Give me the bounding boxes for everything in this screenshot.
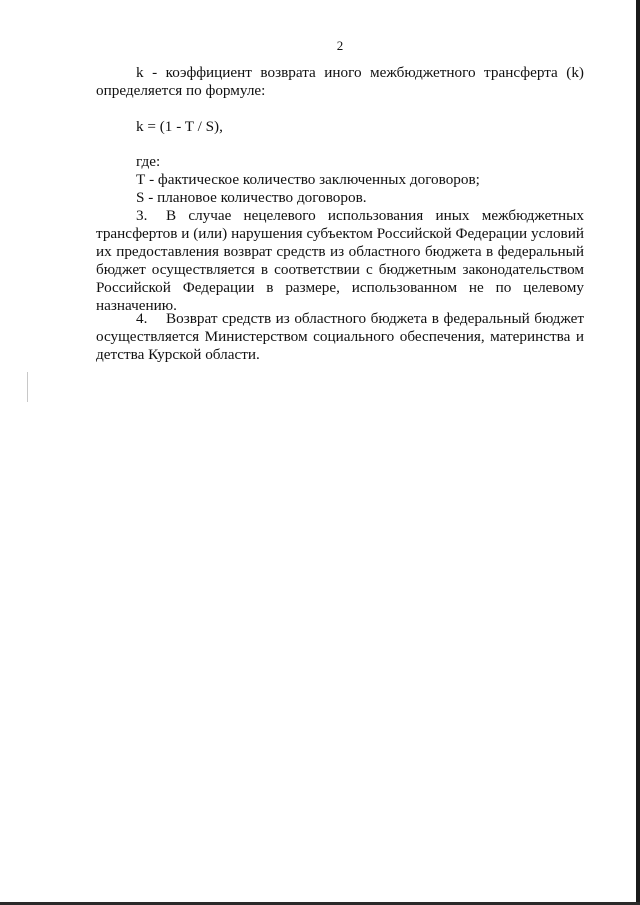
coefficient-definition-text: k - коэффициент возврата иного межбюджетного трансферта (k) определяется по формуле: (96, 64, 584, 99)
item-3-number: 3. (136, 207, 148, 224)
item-4-text: Возврат средств из областного бюджета в федеральный бюджет осуществляется Министерством социального обеспечения, материнства и детства Курской области. (96, 310, 584, 363)
formula-text: k = (1 - T / S), (136, 118, 223, 135)
item-3-text: В случае нецелевого использования иных межбюджетных трансфертов и (или) нарушения субъектом Российской Федерации условий их предоставления возврат средств из областного бюджета в федеральный бюджет осуществляется в соответствии с бюджетным законодательством Российской Федерации в размере, использованном не по целевому назначению. (96, 207, 584, 314)
where-block (96, 153, 584, 171)
item-4-paragraph (96, 310, 584, 364)
item-4-number: 4. (136, 310, 148, 327)
definition-t: Т - фактическое количество заключенных договоров; (136, 171, 480, 188)
page-number: 2 (336, 38, 344, 53)
definition-s: S - плановое количество договоров. (136, 189, 367, 206)
where-label: где: (136, 153, 161, 170)
item-3 (96, 207, 584, 315)
item-4 (96, 310, 584, 364)
formula-block (96, 118, 584, 136)
item-3-paragraph (96, 207, 584, 315)
scan-artifact-mark (27, 372, 28, 402)
coefficient-paragraph (96, 64, 584, 100)
scan-edge-right (636, 0, 640, 905)
definitions-list (96, 171, 584, 207)
